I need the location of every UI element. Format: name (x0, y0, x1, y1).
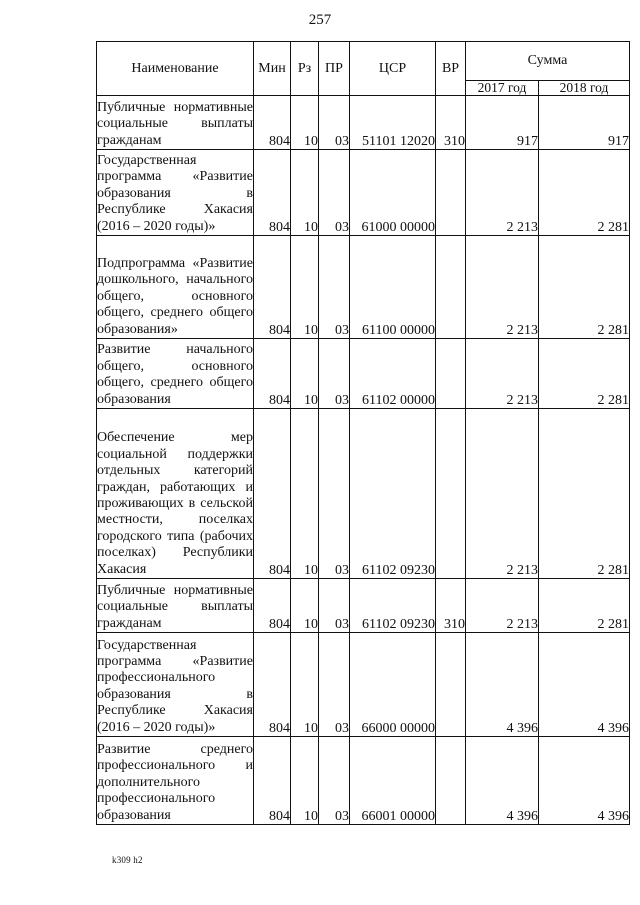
row-2018: 2 281 (539, 236, 630, 339)
row-2018: 2 281 (539, 409, 630, 579)
row-2018: 2 281 (539, 339, 630, 409)
row-csr: 61102 09230 (350, 409, 436, 579)
column-header-2017: 2017 год (466, 80, 539, 95)
row-rz: 10 (291, 579, 319, 633)
row-2018: 4 396 (539, 633, 630, 737)
row-2017: 2 213 (466, 236, 539, 339)
row-pr: 03 (319, 737, 350, 825)
row-csr: 61000 00000 (350, 150, 436, 236)
row-2017: 4 396 (466, 633, 539, 737)
column-header-min: Мин (254, 42, 291, 96)
column-header-csr: ЦСР (350, 42, 436, 96)
row-name: Государственная программа «Развитие образования в Республике Хакасия (2016 – 2020 годы)» (97, 150, 254, 236)
row-rz: 10 (291, 236, 319, 339)
row-min: 804 (254, 737, 291, 825)
row-rz: 10 (291, 150, 319, 236)
row-csr: 66001 00000 (350, 737, 436, 825)
row-pr: 03 (319, 236, 350, 339)
row-vr (436, 409, 466, 579)
row-csr: 61100 00000 (350, 236, 436, 339)
column-header-sum: Сумма (466, 42, 630, 81)
row-2017: 2 213 (466, 339, 539, 409)
row-name: Подпрограмма «Развитие дошкольного, начального общего, основного общего, среднего общего образования» (97, 236, 254, 339)
row-csr: 66000 00000 (350, 633, 436, 737)
row-pr: 03 (319, 339, 350, 409)
row-vr: 310 (436, 96, 466, 150)
row-min: 804 (254, 633, 291, 737)
row-min: 804 (254, 579, 291, 633)
column-header-vr: ВР (436, 42, 466, 96)
row-2017: 917 (466, 96, 539, 150)
row-2017: 4 396 (466, 737, 539, 825)
table-row (97, 339, 630, 409)
row-vr: 310 (436, 579, 466, 633)
table-row (97, 409, 630, 579)
column-header-name: Наименование (97, 42, 254, 96)
row-rz: 10 (291, 96, 319, 150)
row-name: Обеспечение мер социальной поддержки отдельных категорий граждан, работающих и проживающих в сельской местности, поселках городского типа (рабочих поселках) Республики Хакасия (97, 409, 254, 579)
row-vr (436, 633, 466, 737)
row-min: 804 (254, 339, 291, 409)
row-pr: 03 (319, 633, 350, 737)
table-row (97, 737, 630, 825)
row-2018: 2 281 (539, 150, 630, 236)
table-row (97, 633, 630, 737)
row-name: Развитие начального общего, основного общего, среднего общего образования (97, 339, 254, 409)
row-2017: 2 213 (466, 150, 539, 236)
row-rz: 10 (291, 409, 319, 579)
column-header-pr: ПР (319, 42, 350, 96)
table-row (97, 579, 630, 633)
row-min: 804 (254, 150, 291, 236)
footer-code: k309 h2 (112, 855, 143, 865)
row-min: 804 (254, 409, 291, 579)
row-name: Государственная программа «Развитие профессионального образования в Республике Хакасия (2016 – 2020 годы)» (97, 633, 254, 737)
row-vr (436, 339, 466, 409)
row-pr: 03 (319, 96, 350, 150)
row-name: Публичные нормативные социальные выплаты гражданам (97, 96, 254, 150)
row-pr: 03 (319, 409, 350, 579)
budget-table (96, 41, 630, 825)
row-name: Публичные нормативные социальные выплаты гражданам (97, 579, 254, 633)
row-vr (436, 150, 466, 236)
row-min: 804 (254, 96, 291, 150)
row-rz: 10 (291, 737, 319, 825)
row-csr: 51101 12020 (350, 96, 436, 150)
row-min: 804 (254, 236, 291, 339)
row-rz: 10 (291, 633, 319, 737)
table-row (97, 150, 630, 236)
page-number: 257 (308, 12, 332, 28)
row-name: Развитие среднего профессионального и дополнительного профессионального образования (97, 737, 254, 825)
row-vr (436, 236, 466, 339)
row-2017: 2 213 (466, 409, 539, 579)
row-pr: 03 (319, 150, 350, 236)
row-2018: 917 (539, 96, 630, 150)
row-vr (436, 737, 466, 825)
row-2018: 2 281 (539, 579, 630, 633)
row-csr: 61102 09230 (350, 579, 436, 633)
row-2017: 2 213 (466, 579, 539, 633)
row-csr: 61102 00000 (350, 339, 436, 409)
column-header-rz: Рз (291, 42, 319, 96)
table-row (97, 236, 630, 339)
row-pr: 03 (319, 579, 350, 633)
column-header-2018: 2018 год (539, 80, 630, 95)
row-rz: 10 (291, 339, 319, 409)
row-2018: 4 396 (539, 737, 630, 825)
table-row (97, 96, 630, 150)
header-row (97, 42, 630, 81)
